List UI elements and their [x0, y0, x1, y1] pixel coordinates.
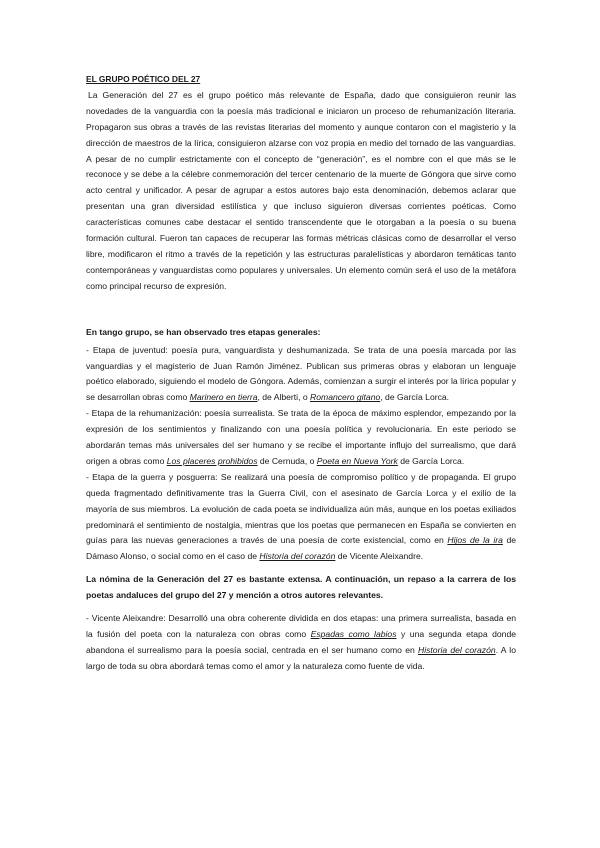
document-page: [86, 72, 516, 675]
work-title: Espadas como labios: [310, 629, 397, 639]
work-title: Hijos de la ira: [447, 535, 503, 546]
aleixandre-paragraph: - Vicente Aleixandre: Desarrolló una obra coherente dividida en dos etapas: una primera surrealista, basada en la fusión del poeta con la naturaleza con obras como Espadas como labios y una segunda etapa donde abandona el surrealismo para la poesía social, centrada en el ser humano como en Historia del corazón. A lo largo de toda su obra abordará temas como el amor y la naturaleza como fuente de vida.: [86, 613, 517, 671]
stage-rehumanization-paragraph: - Etapa de la rehumanización: poesía surrealista. Se trata de la época de máximo esplendor, empezando por la expresión de los sentimientos y finalizando con una poesía política y revolucionaria. En este periodo se abordarán temas más universales del ser humano y se recibe el importante influjo del surrealismo, que dará origen a obras como Los placeres prohibidos de Cernuda, o Poeta en Nueva York de García Lorca.: [86, 408, 516, 466]
work-title: Poeta en Nueva York: [316, 455, 398, 466]
stages-heading: En tango grupo, se han observado tres etapas generales:: [86, 326, 321, 337]
work-title: Historia del corazón: [259, 551, 336, 562]
document-title: EL GRUPO POÉTICO DEL 27: [86, 74, 201, 84]
nomina-paragraph: La nómina de la Generación del 27 es bastante extensa. A continuación, un repaso a la carrera de los poetas andaluces del grupo del 27 y mención a otros autores relevantes.: [86, 574, 516, 601]
work-title: Los placeres prohibidos: [166, 455, 258, 466]
stage-war-paragraph: - Etapa de la guerra y posguerra: Se realizará una poesía de compromiso político y de propaganda. El grupo queda fragmentado definitivamente tras la Guerra Civil, con el asesinato de García Lorca y el exilio de la mayoría de sus miembros. La evolución de cada poeta se individualiza aún más, aunque en los poetas exiliados predominará el sentimiento de nostalgia, mientras que los poetas que permanecen en España se convierten en guías para las nuevas generaciones a través de una poesía de corte existencial, como en Hijos de la ira de Dámaso Alonso, o social como en el caso de Historia del corazón de Vicente Aleixandre.: [86, 471, 517, 562]
work-title: Marinero en tierra: [189, 392, 258, 403]
work-title: Historia del corazón: [418, 644, 496, 655]
work-title: Romancero gitano: [310, 392, 381, 403]
stage-youth-paragraph: - Etapa de juventud: poesía pura, vanguardista y deshumanizada. Se trata de una poesía marcada por las vanguardias y el magisterio de Juan Ramón Jiménez. Publican sus primeras obras y elaboran un lenguaje poético elaborado, siguiendo el modelo de Góngora. Además, comienzan a surgir el interés por la lírica popular y se desarrollan obras como Marinero en tierra, de Alberti, o Romancero gitano, de García Lorca.: [86, 344, 516, 403]
intro-paragraph: La Generación del 27 es el grupo poético más relevante de España, dado que consiguieron reunir las novedades de la vanguardia con la poesía más tradicional e iniciaron un proceso de rehumanización literaria. Propagaron sus obras a través de las revistas literarias del momento y aunque contaron con el magisterio y la dirección de maestros de la lírica, consiguieron alzarse con voz propia en medio del tornado de las vanguardias. A pesar de no cumplir estrictamente con el concepto de “generación”, es el nombre con el que más se le reconoce y se debe a la célebre conmemoración del tercer centenario de la muerte de Góngora que sirve como acto central y unificador. A pesar de agrupar a estos autores bajo esta denominación, debemos aclarar que presentan una gran diversidad estilística y que incluso siguieron diversas corrientes poéticas. Como características comunes cabe destacar el sentido transcendente que le otorgaban a la poesía o su buena formación cultural. Fueron tan capaces de recuperar las formas métricas clásicas como de desarrollar el verso libre, modificaron el ritmo a través de la repetición y las estructuras paralelísticas y abordaron temáticas tanto contemporáneas y vanguardistas como populares y universales. Un elemento común será el uso de la metáfora como principal recurso de expresión.: [86, 89, 516, 291]
